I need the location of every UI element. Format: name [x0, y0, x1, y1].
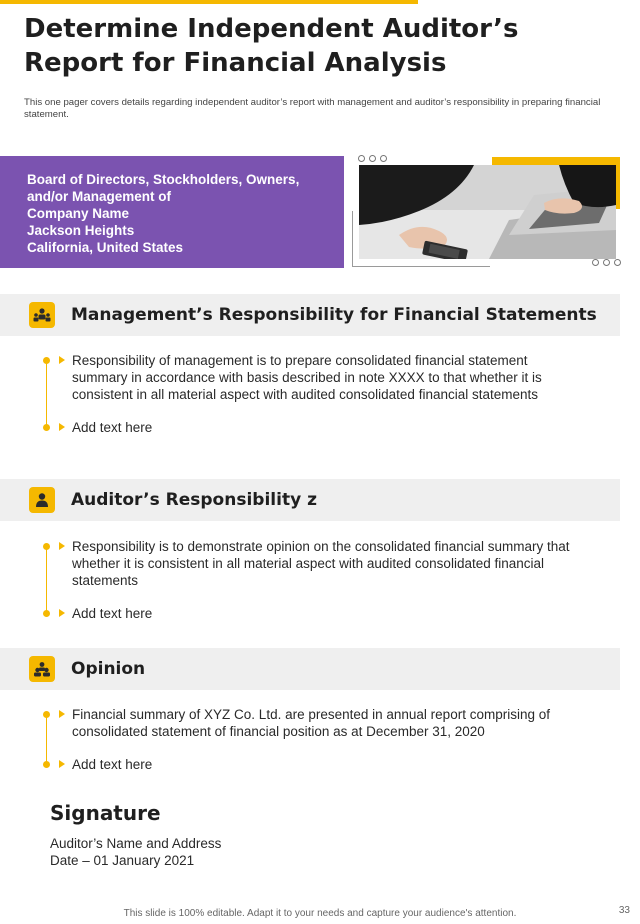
signature-name-line: Auditor’s Name and Address [50, 836, 222, 851]
bullet-dot-icon [43, 610, 50, 617]
circle-dot-icon [380, 155, 387, 162]
bullet-arrow-icon [59, 609, 65, 617]
section-header-management [0, 294, 620, 336]
laptop-phone-photo-illustration [359, 165, 616, 259]
recipient-line: and/or Management of [27, 189, 172, 204]
laptop-phone-photo [359, 165, 616, 259]
section-header-auditor [0, 479, 620, 521]
user-icon [29, 487, 55, 513]
bullet-text: Add text here [72, 420, 153, 435]
group-icon [29, 656, 55, 682]
page-number: 33 [618, 905, 630, 916]
bullet-dot-icon [43, 357, 50, 364]
section-header-opinion [0, 648, 620, 690]
photo-frame [352, 157, 620, 267]
team-icon [29, 302, 55, 328]
footer-note: This slide is 100% editable. Adapt it to your needs and capture your audience's attention. [123, 908, 517, 919]
bullet-dot-icon [43, 711, 50, 718]
section-title: Management’s Responsibility for Financial Statements [71, 305, 597, 325]
section-title: Auditor’s Responsibility z [71, 490, 317, 510]
bullet-text: Responsibility is to demonstrate opinion on the consolidated financial summary that whether it is consistent in all material aspect with audited consolidated financial statements [72, 539, 570, 588]
bullet-dot-icon [43, 424, 50, 431]
signature-date-line: Date – 01 January 2021 [50, 853, 195, 868]
section-bullets-management [40, 352, 580, 436]
page-title: Determine Independent Auditor’s Report for Financial Analysis [24, 14, 519, 78]
bullet-arrow-icon [59, 423, 65, 431]
recipient-line: Board of Directors, Stockholders, Owners, [27, 172, 300, 187]
circle-dot-icon [592, 259, 599, 266]
bullet-arrow-icon [59, 356, 65, 364]
bullet-text: Add text here [72, 757, 153, 772]
signature-title: Signature [50, 801, 161, 825]
bullet-text: Add text here [72, 606, 153, 621]
section-bullets-opinion [40, 706, 580, 773]
recipient-line: California, United States [27, 240, 184, 255]
bullet-arrow-icon [59, 542, 65, 550]
decorative-dots-top [358, 155, 387, 162]
list-item [40, 605, 580, 622]
bullet-dot-icon [43, 761, 50, 768]
list-item [40, 756, 580, 773]
list-item [40, 706, 580, 740]
page-subtitle: This one pager covers details regarding independent auditor’s report with management and auditor’s responsibility in preparing financial statement. [24, 97, 601, 120]
circle-dot-icon [358, 155, 365, 162]
accent-bar [0, 0, 418, 4]
circle-dot-icon [369, 155, 376, 162]
bullet-arrow-icon [59, 760, 65, 768]
decorative-dots-bottom [592, 259, 621, 266]
bullet-dot-icon [43, 543, 50, 550]
bullet-text: Responsibility of management is to prepare consolidated financial statement summary in accordance with basis described in note XXXX to that whether it is consistent in all material aspect with audited consolidated financial statements [72, 353, 542, 402]
circle-dot-icon [603, 259, 610, 266]
bullet-arrow-icon [59, 710, 65, 718]
list-item [40, 419, 580, 436]
recipient-line: Jackson Heights [27, 223, 135, 238]
section-title: Opinion [71, 659, 146, 679]
list-item [40, 352, 580, 403]
bullet-text: Financial summary of XYZ Co. Ltd. are presented in annual report comprising of consolidated statement of financial position as at December 31, 2020 [72, 707, 550, 739]
circle-dot-icon [614, 259, 621, 266]
section-bullets-auditor [40, 538, 580, 622]
list-item [40, 538, 580, 589]
recipient-box [0, 156, 344, 268]
recipient-line: Company Name [27, 206, 130, 221]
